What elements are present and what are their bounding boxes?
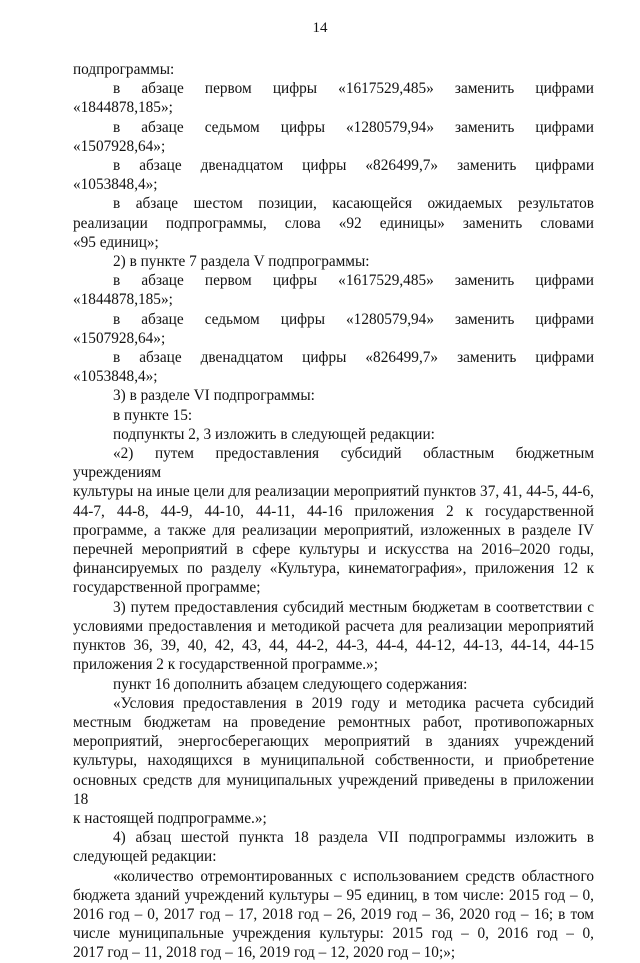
text-line: в абзаце первом цифры «1617529,485» заменить цифрами — [113, 272, 594, 290]
text-line: программе, а также для реализации мероприятий, изложенных в разделе IV — [73, 521, 594, 539]
text-line: «1507928,64»; — [73, 137, 166, 155]
text-line: 2016 год – 0, 2017 год – 17, 2018 год – 26, 2019 год – 36, 2020 год – 16; в том — [73, 905, 594, 923]
text-line: подпункты 2, 3 изложить в следующей редакции: — [113, 425, 435, 443]
text-line: в абзаце двенадцатом цифры «826499,7» заменить цифрами — [113, 157, 594, 175]
text-line: 2) в пункте 7 раздела V подпрограммы: — [113, 253, 370, 271]
text-line: в абзаце первом цифры «1617529,485» заменить цифрами — [113, 80, 594, 98]
text-line: реализации подпрограммы, слова «92 единицы» заменить словами — [73, 214, 594, 232]
text-line: «1053848,4»; — [73, 176, 158, 194]
text-line: пунктов 36, 39, 40, 42, 43, 44, 44-2, 44-3, 44-4, 44-12, 44-13, 44-14, 44-15 — [73, 637, 594, 655]
text-line: «1844878,185»; — [73, 99, 173, 117]
text-line: «1507928,64»; — [73, 329, 166, 347]
text-line: 44-7, 44-8, 44-9, 44-10, 44-11, 44-16 приложения 2 к государственной — [73, 502, 594, 520]
text-line: «Условия предоставления в 2019 году и методика расчета субсидий — [113, 694, 594, 712]
text-line: в пункте 15: — [113, 406, 193, 424]
text-line: подпрограммы: — [73, 61, 175, 78]
text-line: к настоящей подпрограмме.»; — [73, 809, 267, 827]
text-line: «1844878,185»; — [73, 291, 173, 309]
text-line: «95 единиц»; — [73, 233, 159, 251]
text-line: 2017 год – 11, 2018 год – 16, 2019 год – 12, 2020 год – 10;»; — [73, 944, 456, 962]
text-line: пункт 16 дополнить абзацем следующего содержания: — [113, 675, 468, 693]
text-line: перечней мероприятий в сфере культуры и искусства на 2016–2020 годы, — [73, 541, 594, 559]
text-line: в абзаце седьмом цифры «1280579,94» заменить цифрами — [113, 118, 594, 136]
text-line: «количество отремонтированных с использованием средств областного — [113, 867, 594, 885]
text-line: «2) путем предоставления субсидий областным бюджетным учреждениям — [73, 445, 594, 482]
text-line: мероприятий, энергосберегающих мероприятий в зданиях учреждений — [73, 733, 594, 751]
text-line: в абзаце двенадцатом цифры «826499,7» заменить цифрами — [113, 349, 594, 367]
text-line: в абзаце седьмом цифры «1280579,94» заменить цифрами — [113, 310, 594, 328]
text-line: культуры, находящихся в муниципальной собственности, и приобретение — [73, 752, 594, 770]
text-line: финансируемых по разделу «Культура, кинематография», приложения 12 к — [73, 560, 594, 578]
text-line: в абзаце шестом позиции, касающейся ожидаемых результатов — [113, 195, 594, 213]
text-line: приложения 2 к государственной программе.»; — [73, 656, 378, 674]
document-body — [73, 60, 594, 963]
text-line: условиями предоставления и методикой расчета для реализации мероприятий — [73, 617, 594, 635]
text-line: культуры на иные цели для реализации мероприятий пунктов 37, 41, 44-5, 44-6, — [73, 483, 594, 501]
text-line: государственной программе; — [73, 579, 261, 597]
page-number: 14 — [312, 20, 328, 36]
text-line: 3) путем предоставления субсидий местным бюджетам в соответствии с — [113, 598, 594, 616]
text-line: следующей редакции: — [73, 848, 217, 866]
text-line: основных средств для муниципальных учреждений приведены в приложении 18 — [73, 771, 594, 808]
text-line: 4) абзац шестой пункта 18 раздела VII подпрограммы изложить в — [113, 829, 594, 847]
text-line: местным бюджетам на проведение ремонтных работ, противопожарных — [73, 713, 594, 731]
text-line: бюджета зданий учреждений культуры – 95 единиц, в том числе: 2015 год – 0, — [73, 886, 594, 904]
text-line: 3) в разделе VI подпрограммы: — [113, 387, 315, 405]
text-line: числе муниципальные учреждения культуры: 2015 год – 0, 2016 год – 0, — [73, 925, 594, 943]
text-line: «1053848,4»; — [73, 368, 158, 386]
